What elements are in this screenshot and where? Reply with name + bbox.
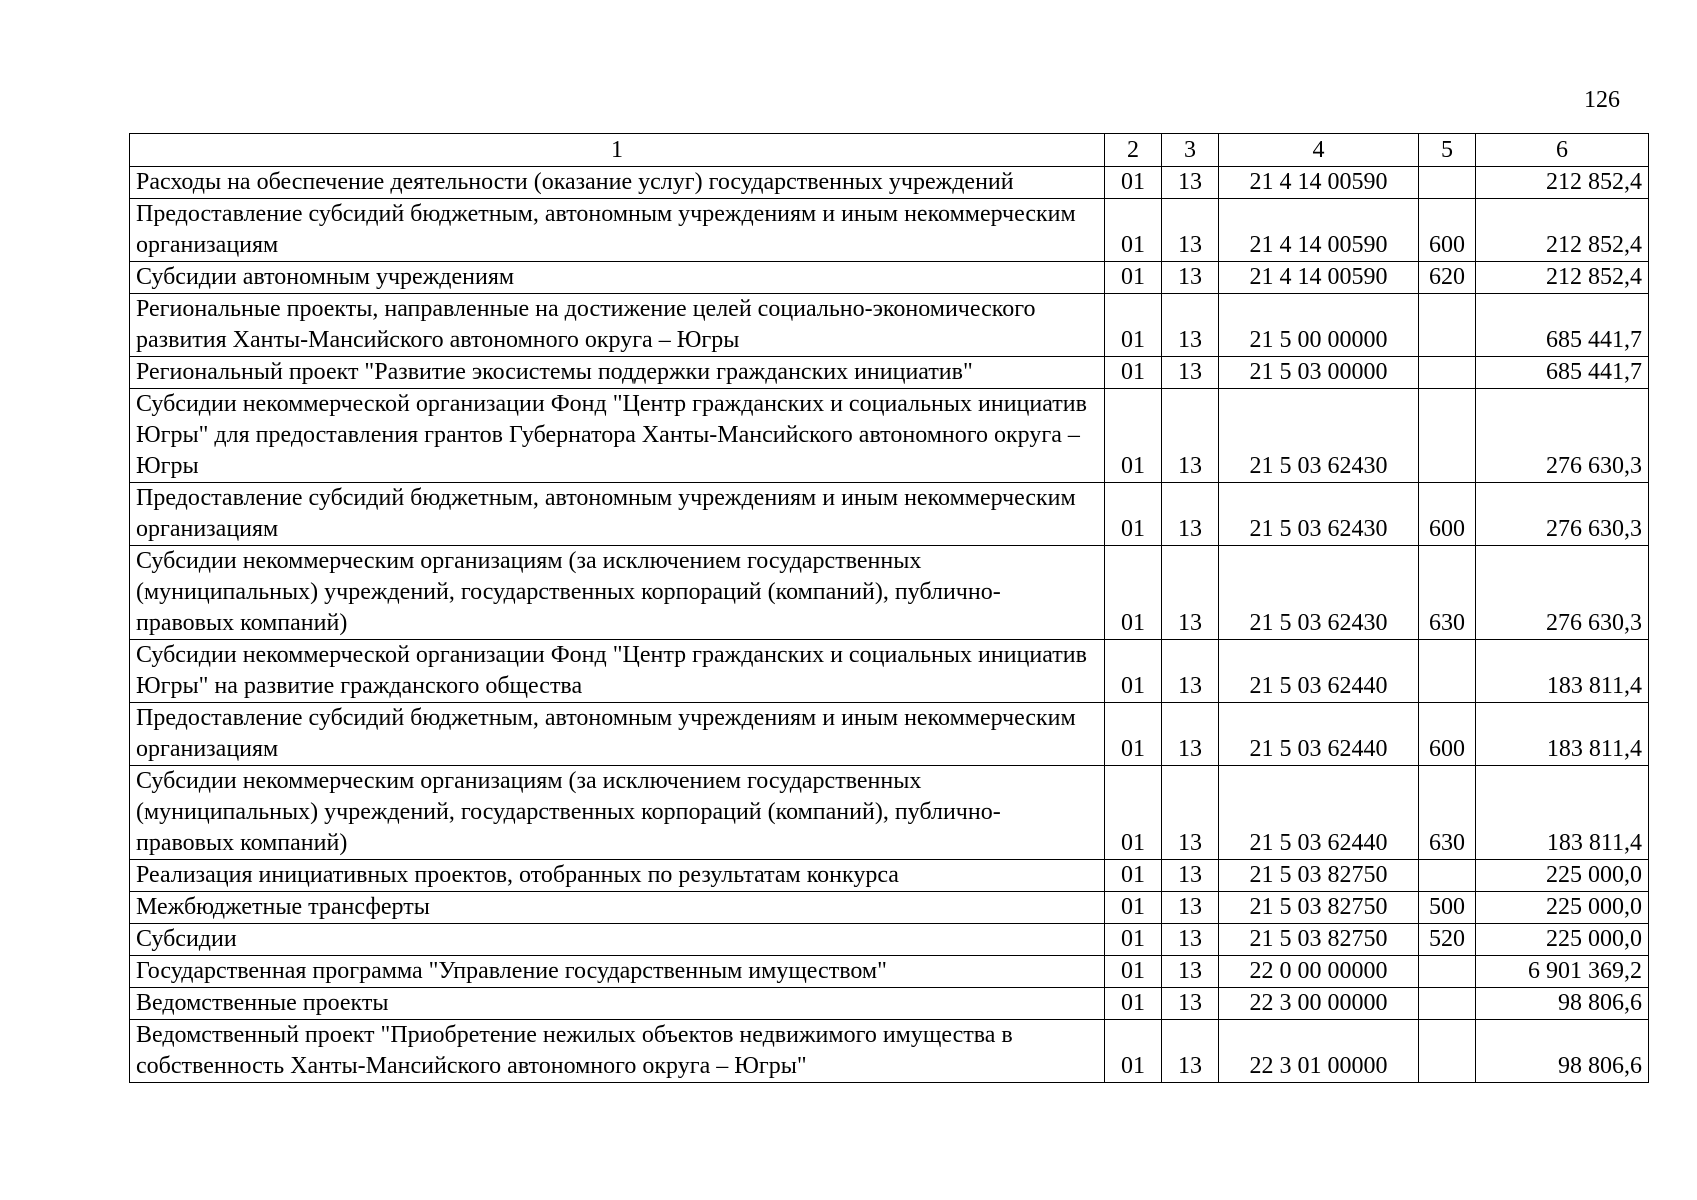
row-name: Субсидии некоммерческой организации Фонд "Центр гражданских и социальных инициатив Югры" для предоставления грантов Губернатора Ханты-Мансийского автономного округа – Югры xyxy=(130,389,1105,483)
table-row xyxy=(130,389,1649,483)
row-name: Региональный проект "Развитие экосистемы поддержки гражданских инициатив" xyxy=(130,357,1105,389)
row-section: 01 xyxy=(1105,199,1162,262)
row-amount: 212 852,4 xyxy=(1476,199,1649,262)
table-row xyxy=(130,1020,1649,1083)
row-subsection: 13 xyxy=(1162,546,1219,640)
row-target-code: 21 5 03 62430 xyxy=(1219,546,1419,640)
row-amount: 183 811,4 xyxy=(1476,766,1649,860)
row-expense-type xyxy=(1419,640,1476,703)
row-subsection: 13 xyxy=(1162,766,1219,860)
row-target-code: 21 5 03 00000 xyxy=(1219,357,1419,389)
row-name: Государственная программа "Управление государственным имуществом" xyxy=(130,956,1105,988)
row-target-code: 21 5 00 00000 xyxy=(1219,294,1419,357)
table-row xyxy=(130,640,1649,703)
row-amount: 98 806,6 xyxy=(1476,988,1649,1020)
table-row xyxy=(130,199,1649,262)
row-target-code: 21 5 03 62430 xyxy=(1219,389,1419,483)
row-target-code: 21 4 14 00590 xyxy=(1219,199,1419,262)
row-subsection: 13 xyxy=(1162,956,1219,988)
row-section: 01 xyxy=(1105,1020,1162,1083)
row-expense-type xyxy=(1419,389,1476,483)
table-row xyxy=(130,860,1649,892)
row-name: Субсидии xyxy=(130,924,1105,956)
row-amount: 183 811,4 xyxy=(1476,703,1649,766)
row-amount: 276 630,3 xyxy=(1476,546,1649,640)
table-row xyxy=(130,546,1649,640)
row-amount: 98 806,6 xyxy=(1476,1020,1649,1083)
budget-table xyxy=(129,133,1649,1083)
row-section: 01 xyxy=(1105,640,1162,703)
row-amount: 276 630,3 xyxy=(1476,483,1649,546)
table-row xyxy=(130,956,1649,988)
row-target-code: 21 5 03 62430 xyxy=(1219,483,1419,546)
row-name: Реализация инициативных проектов, отобранных по результатам конкурса xyxy=(130,860,1105,892)
table-row xyxy=(130,924,1649,956)
row-subsection: 13 xyxy=(1162,357,1219,389)
row-target-code: 21 5 03 82750 xyxy=(1219,860,1419,892)
table-row xyxy=(130,483,1649,546)
row-subsection: 13 xyxy=(1162,1020,1219,1083)
header-col-3: 3 xyxy=(1162,134,1219,167)
page-number: 126 xyxy=(1584,87,1620,113)
table-row xyxy=(130,294,1649,357)
row-section: 01 xyxy=(1105,389,1162,483)
row-name: Субсидии некоммерческой организации Фонд "Центр гражданских и социальных инициатив Югры" на развитие гражданского общества xyxy=(130,640,1105,703)
row-expense-type xyxy=(1419,294,1476,357)
row-section: 01 xyxy=(1105,988,1162,1020)
row-name: Предоставление субсидий бюджетным, автономным учреждениям и иным некоммерческим организациям xyxy=(130,483,1105,546)
row-section: 01 xyxy=(1105,262,1162,294)
row-section: 01 xyxy=(1105,483,1162,546)
row-name: Предоставление субсидий бюджетным, автономным учреждениям и иным некоммерческим организациям xyxy=(130,703,1105,766)
row-expense-type xyxy=(1419,988,1476,1020)
row-expense-type: 620 xyxy=(1419,262,1476,294)
row-subsection: 13 xyxy=(1162,640,1219,703)
row-amount: 225 000,0 xyxy=(1476,860,1649,892)
row-amount: 225 000,0 xyxy=(1476,924,1649,956)
row-expense-type: 600 xyxy=(1419,483,1476,546)
header-col-5: 5 xyxy=(1419,134,1476,167)
table-row xyxy=(130,357,1649,389)
row-subsection: 13 xyxy=(1162,703,1219,766)
row-amount: 183 811,4 xyxy=(1476,640,1649,703)
table-row xyxy=(130,703,1649,766)
row-expense-type: 630 xyxy=(1419,546,1476,640)
row-expense-type: 600 xyxy=(1419,199,1476,262)
row-expense-type xyxy=(1419,860,1476,892)
row-expense-type: 600 xyxy=(1419,703,1476,766)
row-name: Субсидии некоммерческим организациям (за исключением государственных (муниципальных) учреждений, государственных корпораций (компаний), публично-правовых компаний) xyxy=(130,546,1105,640)
row-subsection: 13 xyxy=(1162,483,1219,546)
row-expense-type xyxy=(1419,1020,1476,1083)
row-target-code: 21 4 14 00590 xyxy=(1219,167,1419,199)
row-section: 01 xyxy=(1105,294,1162,357)
row-target-code: 21 5 03 82750 xyxy=(1219,924,1419,956)
row-target-code: 21 5 03 62440 xyxy=(1219,766,1419,860)
row-subsection: 13 xyxy=(1162,860,1219,892)
row-amount: 685 441,7 xyxy=(1476,357,1649,389)
row-name: Расходы на обеспечение деятельности (оказание услуг) государственных учреждений xyxy=(130,167,1105,199)
header-col-2: 2 xyxy=(1105,134,1162,167)
table-row xyxy=(130,892,1649,924)
row-section: 01 xyxy=(1105,703,1162,766)
row-subsection: 13 xyxy=(1162,294,1219,357)
table-row xyxy=(130,167,1649,199)
row-target-code: 22 3 01 00000 xyxy=(1219,1020,1419,1083)
row-expense-type: 500 xyxy=(1419,892,1476,924)
row-subsection: 13 xyxy=(1162,199,1219,262)
row-name: Субсидии некоммерческим организациям (за исключением государственных (муниципальных) учреждений, государственных корпораций (компаний), публично-правовых компаний) xyxy=(130,766,1105,860)
row-target-code: 21 5 03 62440 xyxy=(1219,640,1419,703)
row-amount: 276 630,3 xyxy=(1476,389,1649,483)
row-section: 01 xyxy=(1105,860,1162,892)
table-row xyxy=(130,262,1649,294)
row-name: Ведомственный проект "Приобретение нежилых объектов недвижимого имущества в собственность Ханты-Мансийского автономного округа – Югры" xyxy=(130,1020,1105,1083)
header-col-4: 4 xyxy=(1219,134,1419,167)
row-name: Ведомственные проекты xyxy=(130,988,1105,1020)
row-expense-type xyxy=(1419,956,1476,988)
row-name: Региональные проекты, направленные на достижение целей социально-экономического развития Ханты-Мансийского автономного округа – Югры xyxy=(130,294,1105,357)
row-name: Предоставление субсидий бюджетным, автономным учреждениям и иным некоммерческим организациям xyxy=(130,199,1105,262)
row-target-code: 21 5 03 82750 xyxy=(1219,892,1419,924)
row-name: Межбюджетные трансферты xyxy=(130,892,1105,924)
row-amount: 6 901 369,2 xyxy=(1476,956,1649,988)
row-subsection: 13 xyxy=(1162,988,1219,1020)
row-section: 01 xyxy=(1105,892,1162,924)
header-col-6: 6 xyxy=(1476,134,1649,167)
table-row xyxy=(130,766,1649,860)
table-header-row xyxy=(130,134,1649,167)
row-amount: 212 852,4 xyxy=(1476,262,1649,294)
row-section: 01 xyxy=(1105,956,1162,988)
row-section: 01 xyxy=(1105,924,1162,956)
row-target-code: 21 5 03 62440 xyxy=(1219,703,1419,766)
row-subsection: 13 xyxy=(1162,892,1219,924)
row-amount: 225 000,0 xyxy=(1476,892,1649,924)
row-target-code: 22 3 00 00000 xyxy=(1219,988,1419,1020)
row-expense-type xyxy=(1419,357,1476,389)
row-section: 01 xyxy=(1105,546,1162,640)
row-expense-type xyxy=(1419,167,1476,199)
row-name: Субсидии автономным учреждениям xyxy=(130,262,1105,294)
row-section: 01 xyxy=(1105,167,1162,199)
row-target-code: 21 4 14 00590 xyxy=(1219,262,1419,294)
row-target-code: 22 0 00 00000 xyxy=(1219,956,1419,988)
row-amount: 212 852,4 xyxy=(1476,167,1649,199)
header-col-1: 1 xyxy=(130,134,1105,167)
row-subsection: 13 xyxy=(1162,167,1219,199)
row-section: 01 xyxy=(1105,357,1162,389)
row-subsection: 13 xyxy=(1162,262,1219,294)
row-amount: 685 441,7 xyxy=(1476,294,1649,357)
row-expense-type: 520 xyxy=(1419,924,1476,956)
row-subsection: 13 xyxy=(1162,924,1219,956)
table-row xyxy=(130,988,1649,1020)
row-section: 01 xyxy=(1105,766,1162,860)
row-subsection: 13 xyxy=(1162,389,1219,483)
row-expense-type: 630 xyxy=(1419,766,1476,860)
